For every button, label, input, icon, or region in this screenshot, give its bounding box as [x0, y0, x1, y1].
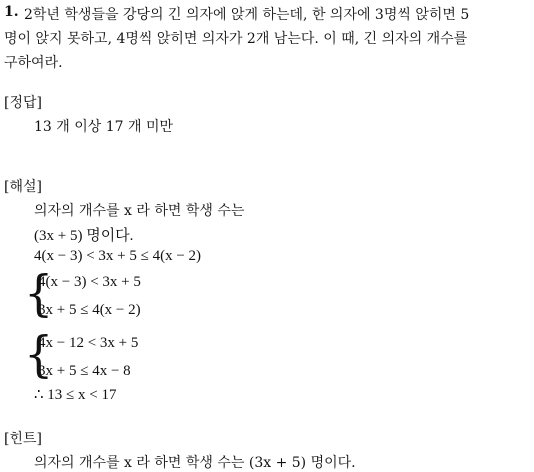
problem-number: 1. [4, 4, 19, 20]
answer-text: 13 개 이상 17 개 미만 [34, 119, 174, 135]
problem-line-3: 구하여라. [4, 55, 63, 71]
system2-eq-b: 3x + 5 ≤ 4x − 8 [38, 363, 131, 379]
system-brace-1: { [24, 264, 54, 322]
answer-label: [정답] [4, 95, 42, 111]
system-brace-2: { [24, 325, 54, 383]
hint-label: [힌트] [4, 431, 42, 447]
solution-label: [해설] [4, 179, 42, 195]
problem-line-1: 2학년 학생들을 강당의 긴 의자에 앉게 하는데, 한 의자에 3명씩 앉히면 5 [24, 7, 470, 23]
system2-eq-a: 4x − 12 < 3x + 5 [38, 335, 139, 351]
system1-eq-a: 4(x − 3) < 3x + 5 [38, 274, 141, 290]
system1-eq-b: 3x + 5 ≤ 4(x − 2) [38, 302, 141, 318]
solution-line-1: 의자의 개수를 x 라 하면 학생 수는 [34, 203, 245, 219]
hint-text: 의자의 개수를 x 라 하면 학생 수는 (3x + 5) 명이다. [34, 455, 356, 471]
inequality-chain: 4(x − 3) < 3x + 5 ≤ 4(x − 2) [34, 248, 202, 264]
problem-line-2: 명이 앉지 못하고, 4명씩 앉히면 의자가 2개 남는다. 이 때, 긴 의자의 개수를 [4, 31, 468, 47]
solution-result: ∴ 13 ≤ x < 17 [34, 387, 117, 403]
solution-line-2: (3x + 5) 명이다. [34, 228, 134, 244]
